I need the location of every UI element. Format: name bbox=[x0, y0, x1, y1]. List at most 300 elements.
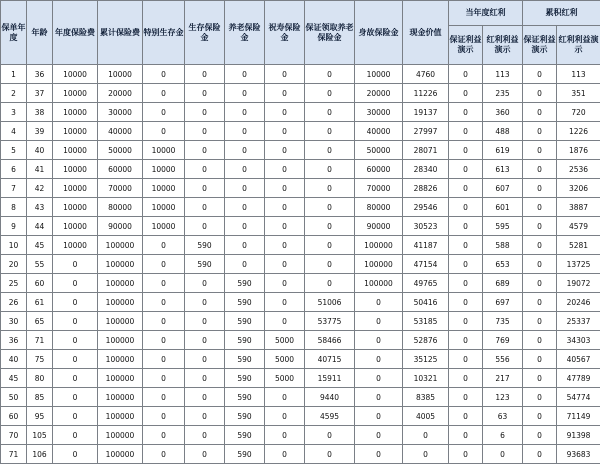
cell-cash-value: 47154 bbox=[403, 255, 449, 274]
cell-longevity: 0 bbox=[265, 141, 305, 160]
cell-special-survival: 0 bbox=[143, 274, 185, 293]
cell-cash-value: 30523 bbox=[403, 217, 449, 236]
cell-pension: 0 bbox=[225, 255, 265, 274]
col-cash-value: 现金价值 bbox=[403, 1, 449, 65]
col-pension: 养老保险金 bbox=[225, 1, 265, 65]
cell-cash-value: 52876 bbox=[403, 331, 449, 350]
cell-cumulative-bonus: 4579 bbox=[557, 217, 600, 236]
cell-longevity: 0 bbox=[265, 179, 305, 198]
col-policy-year: 保单年度 bbox=[1, 1, 27, 65]
cell-death-benefit: 0 bbox=[355, 426, 403, 445]
cell-annual-premium: 0 bbox=[53, 445, 98, 464]
cell-current-guaranteed: 0 bbox=[449, 236, 483, 255]
cell-current-bonus: 653 bbox=[483, 255, 523, 274]
cell-cumulative-premium: 100000 bbox=[98, 426, 143, 445]
cell-longevity: 0 bbox=[265, 122, 305, 141]
cell-survival: 0 bbox=[185, 407, 225, 426]
cell-current-guaranteed: 0 bbox=[449, 65, 483, 84]
cell-cumulative-guaranteed: 0 bbox=[523, 122, 557, 141]
cell-special-survival: 0 bbox=[143, 65, 185, 84]
cell-cash-value: 8385 bbox=[403, 388, 449, 407]
cell-longevity: 5000 bbox=[265, 350, 305, 369]
cell-current-guaranteed: 0 bbox=[449, 426, 483, 445]
cell-cumulative-premium: 90000 bbox=[98, 217, 143, 236]
cell-longevity: 0 bbox=[265, 407, 305, 426]
cell-annual-premium: 0 bbox=[53, 350, 98, 369]
cell-cumulative-premium: 50000 bbox=[98, 141, 143, 160]
cell-cash-value: 10321 bbox=[403, 369, 449, 388]
col-longevity: 祝寿保险金 bbox=[265, 1, 305, 65]
cell-guaranteed-pension: 0 bbox=[305, 65, 355, 84]
cell-current-guaranteed: 0 bbox=[449, 198, 483, 217]
cell-policy-year: 36 bbox=[1, 331, 27, 350]
table-row bbox=[1, 65, 600, 84]
cell-death-benefit: 0 bbox=[355, 331, 403, 350]
col-death-benefit: 身故保险金 bbox=[355, 1, 403, 65]
cell-guaranteed-pension: 0 bbox=[305, 122, 355, 141]
cell-pension: 0 bbox=[225, 84, 265, 103]
cell-cash-value: 4760 bbox=[403, 65, 449, 84]
cell-cumulative-premium: 100000 bbox=[98, 236, 143, 255]
cell-cash-value: 19137 bbox=[403, 103, 449, 122]
cell-special-survival: 0 bbox=[143, 103, 185, 122]
cell-current-guaranteed: 0 bbox=[449, 122, 483, 141]
cell-cumulative-guaranteed: 0 bbox=[523, 293, 557, 312]
cell-death-benefit: 0 bbox=[355, 293, 403, 312]
cell-annual-premium: 0 bbox=[53, 312, 98, 331]
cell-special-survival: 0 bbox=[143, 369, 185, 388]
cell-death-benefit: 0 bbox=[355, 445, 403, 464]
cell-longevity: 0 bbox=[265, 160, 305, 179]
cell-annual-premium: 0 bbox=[53, 407, 98, 426]
cell-special-survival: 10000 bbox=[143, 141, 185, 160]
cell-current-bonus: 697 bbox=[483, 293, 523, 312]
cell-pension: 590 bbox=[225, 388, 265, 407]
cell-cumulative-premium: 80000 bbox=[98, 198, 143, 217]
table-row bbox=[1, 331, 600, 350]
cell-current-guaranteed: 0 bbox=[449, 179, 483, 198]
cell-cumulative-guaranteed: 0 bbox=[523, 84, 557, 103]
cell-annual-premium: 10000 bbox=[53, 65, 98, 84]
cell-current-bonus: 113 bbox=[483, 65, 523, 84]
cell-guaranteed-pension: 0 bbox=[305, 198, 355, 217]
cell-annual-premium: 10000 bbox=[53, 84, 98, 103]
cell-cumulative-premium: 100000 bbox=[98, 407, 143, 426]
table-row bbox=[1, 445, 600, 464]
cell-annual-premium: 10000 bbox=[53, 198, 98, 217]
cell-annual-premium: 10000 bbox=[53, 103, 98, 122]
cell-special-survival: 0 bbox=[143, 84, 185, 103]
cell-current-guaranteed: 0 bbox=[449, 407, 483, 426]
cell-cumulative-premium: 100000 bbox=[98, 255, 143, 274]
cell-policy-year: 50 bbox=[1, 388, 27, 407]
cell-pension: 0 bbox=[225, 103, 265, 122]
cell-special-survival: 0 bbox=[143, 350, 185, 369]
cell-pension: 0 bbox=[225, 141, 265, 160]
cell-current-guaranteed: 0 bbox=[449, 84, 483, 103]
cell-annual-premium: 10000 bbox=[53, 217, 98, 236]
cell-survival: 0 bbox=[185, 445, 225, 464]
cell-survival: 0 bbox=[185, 217, 225, 236]
cell-pension: 590 bbox=[225, 426, 265, 445]
cell-current-guaranteed: 0 bbox=[449, 103, 483, 122]
cell-policy-year: 3 bbox=[1, 103, 27, 122]
cell-special-survival: 0 bbox=[143, 388, 185, 407]
table-row bbox=[1, 141, 600, 160]
cell-pension: 590 bbox=[225, 350, 265, 369]
cell-survival: 0 bbox=[185, 369, 225, 388]
cell-age: 43 bbox=[27, 198, 53, 217]
cell-cumulative-bonus: 113 bbox=[557, 65, 600, 84]
cell-current-guaranteed: 0 bbox=[449, 160, 483, 179]
cell-annual-premium: 10000 bbox=[53, 141, 98, 160]
cell-current-guaranteed: 0 bbox=[449, 217, 483, 236]
cell-age: 36 bbox=[27, 65, 53, 84]
table-row bbox=[1, 236, 600, 255]
cell-cumulative-guaranteed: 0 bbox=[523, 274, 557, 293]
cell-special-survival: 0 bbox=[143, 122, 185, 141]
cell-guaranteed-pension: 58466 bbox=[305, 331, 355, 350]
cell-current-bonus: 488 bbox=[483, 122, 523, 141]
cell-cash-value: 41187 bbox=[403, 236, 449, 255]
cell-cash-value: 53185 bbox=[403, 312, 449, 331]
cell-policy-year: 8 bbox=[1, 198, 27, 217]
cell-pension: 0 bbox=[225, 160, 265, 179]
cell-pension: 590 bbox=[225, 274, 265, 293]
cell-cumulative-bonus: 25337 bbox=[557, 312, 600, 331]
cell-age: 106 bbox=[27, 445, 53, 464]
cell-cumulative-bonus: 71149 bbox=[557, 407, 600, 426]
cell-current-guaranteed: 0 bbox=[449, 312, 483, 331]
cell-longevity: 0 bbox=[265, 312, 305, 331]
cell-cumulative-bonus: 13725 bbox=[557, 255, 600, 274]
cell-cumulative-premium: 100000 bbox=[98, 350, 143, 369]
cell-cash-value: 35125 bbox=[403, 350, 449, 369]
cell-policy-year: 71 bbox=[1, 445, 27, 464]
cell-death-benefit: 40000 bbox=[355, 122, 403, 141]
table-row bbox=[1, 84, 600, 103]
cell-survival: 0 bbox=[185, 426, 225, 445]
cell-age: 44 bbox=[27, 217, 53, 236]
cell-age: 85 bbox=[27, 388, 53, 407]
cell-cumulative-bonus: 91398 bbox=[557, 426, 600, 445]
cell-special-survival: 10000 bbox=[143, 179, 185, 198]
cell-guaranteed-pension: 0 bbox=[305, 84, 355, 103]
cell-current-bonus: 689 bbox=[483, 274, 523, 293]
cell-longevity: 0 bbox=[265, 388, 305, 407]
col-current-bonus: 红利利益演示 bbox=[483, 26, 523, 65]
cell-annual-premium: 0 bbox=[53, 369, 98, 388]
cell-death-benefit: 100000 bbox=[355, 255, 403, 274]
cell-annual-premium: 0 bbox=[53, 255, 98, 274]
cell-guaranteed-pension: 0 bbox=[305, 274, 355, 293]
cell-special-survival: 0 bbox=[143, 445, 185, 464]
cell-cumulative-premium: 20000 bbox=[98, 84, 143, 103]
cell-longevity: 0 bbox=[265, 293, 305, 312]
cell-age: 75 bbox=[27, 350, 53, 369]
cell-survival: 590 bbox=[185, 236, 225, 255]
cell-current-bonus: 588 bbox=[483, 236, 523, 255]
cell-survival: 0 bbox=[185, 65, 225, 84]
cell-cumulative-bonus: 93683 bbox=[557, 445, 600, 464]
cell-cash-value: 0 bbox=[403, 445, 449, 464]
cell-death-benefit: 10000 bbox=[355, 65, 403, 84]
cell-annual-premium: 10000 bbox=[53, 236, 98, 255]
cell-guaranteed-pension: 0 bbox=[305, 160, 355, 179]
cell-survival: 0 bbox=[185, 103, 225, 122]
cell-guaranteed-pension: 0 bbox=[305, 255, 355, 274]
cell-current-bonus: 619 bbox=[483, 141, 523, 160]
cell-policy-year: 30 bbox=[1, 312, 27, 331]
cell-cumulative-bonus: 5281 bbox=[557, 236, 600, 255]
cell-longevity: 5000 bbox=[265, 369, 305, 388]
cell-cumulative-premium: 100000 bbox=[98, 445, 143, 464]
table-row bbox=[1, 160, 600, 179]
cell-age: 105 bbox=[27, 426, 53, 445]
col-cumulative-bonus: 红利利益演示 bbox=[557, 26, 600, 65]
cell-cash-value: 49765 bbox=[403, 274, 449, 293]
cell-current-guaranteed: 0 bbox=[449, 350, 483, 369]
cell-cash-value: 0 bbox=[403, 426, 449, 445]
table-row bbox=[1, 217, 600, 236]
cell-policy-year: 6 bbox=[1, 160, 27, 179]
cell-cumulative-guaranteed: 0 bbox=[523, 217, 557, 236]
cell-guaranteed-pension: 4595 bbox=[305, 407, 355, 426]
cell-special-survival: 10000 bbox=[143, 217, 185, 236]
cell-guaranteed-pension: 51006 bbox=[305, 293, 355, 312]
cell-survival: 590 bbox=[185, 255, 225, 274]
cell-longevity: 0 bbox=[265, 217, 305, 236]
cell-annual-premium: 10000 bbox=[53, 122, 98, 141]
cell-cumulative-guaranteed: 0 bbox=[523, 198, 557, 217]
cell-annual-premium: 0 bbox=[53, 274, 98, 293]
cell-special-survival: 10000 bbox=[143, 160, 185, 179]
cell-current-guaranteed: 0 bbox=[449, 255, 483, 274]
cell-survival: 0 bbox=[185, 388, 225, 407]
cell-guaranteed-pension: 0 bbox=[305, 103, 355, 122]
cell-cumulative-premium: 100000 bbox=[98, 293, 143, 312]
cell-current-bonus: 556 bbox=[483, 350, 523, 369]
cell-survival: 0 bbox=[185, 84, 225, 103]
cell-policy-year: 5 bbox=[1, 141, 27, 160]
cell-current-bonus: 6 bbox=[483, 426, 523, 445]
cell-pension: 0 bbox=[225, 217, 265, 236]
cell-cumulative-premium: 100000 bbox=[98, 331, 143, 350]
cell-policy-year: 60 bbox=[1, 407, 27, 426]
cell-death-benefit: 0 bbox=[355, 388, 403, 407]
cell-guaranteed-pension: 0 bbox=[305, 179, 355, 198]
cell-cumulative-bonus: 1876 bbox=[557, 141, 600, 160]
cell-death-benefit: 0 bbox=[355, 369, 403, 388]
cell-policy-year: 1 bbox=[1, 65, 27, 84]
cell-cumulative-premium: 70000 bbox=[98, 179, 143, 198]
cell-longevity: 0 bbox=[265, 65, 305, 84]
cell-longevity: 0 bbox=[265, 103, 305, 122]
cell-special-survival: 10000 bbox=[143, 198, 185, 217]
table-row bbox=[1, 426, 600, 445]
cell-longevity: 0 bbox=[265, 274, 305, 293]
cell-cumulative-premium: 100000 bbox=[98, 312, 143, 331]
cell-current-bonus: 63 bbox=[483, 407, 523, 426]
table-row bbox=[1, 198, 600, 217]
cell-pension: 590 bbox=[225, 369, 265, 388]
cell-guaranteed-pension: 40715 bbox=[305, 350, 355, 369]
col-annual-premium: 年度保险费 bbox=[53, 1, 98, 65]
cell-policy-year: 9 bbox=[1, 217, 27, 236]
cell-cash-value: 29546 bbox=[403, 198, 449, 217]
cell-cumulative-guaranteed: 0 bbox=[523, 179, 557, 198]
cell-cumulative-guaranteed: 0 bbox=[523, 65, 557, 84]
cell-cumulative-guaranteed: 0 bbox=[523, 407, 557, 426]
cell-death-benefit: 20000 bbox=[355, 84, 403, 103]
cell-death-benefit: 60000 bbox=[355, 160, 403, 179]
cell-policy-year: 25 bbox=[1, 274, 27, 293]
cell-annual-premium: 0 bbox=[53, 388, 98, 407]
cell-guaranteed-pension: 9440 bbox=[305, 388, 355, 407]
cell-current-bonus: 360 bbox=[483, 103, 523, 122]
col-age: 年龄 bbox=[27, 1, 53, 65]
cell-death-benefit: 80000 bbox=[355, 198, 403, 217]
cell-pension: 0 bbox=[225, 122, 265, 141]
cell-longevity: 0 bbox=[265, 445, 305, 464]
cell-survival: 0 bbox=[185, 350, 225, 369]
cell-cumulative-bonus: 3887 bbox=[557, 198, 600, 217]
col-current-guaranteed: 保证利益演示 bbox=[449, 26, 483, 65]
cell-current-guaranteed: 0 bbox=[449, 141, 483, 160]
cell-survival: 0 bbox=[185, 293, 225, 312]
cell-pension: 590 bbox=[225, 407, 265, 426]
cell-death-benefit: 30000 bbox=[355, 103, 403, 122]
table-row bbox=[1, 103, 600, 122]
cell-cumulative-guaranteed: 0 bbox=[523, 388, 557, 407]
cell-special-survival: 0 bbox=[143, 312, 185, 331]
cell-survival: 0 bbox=[185, 141, 225, 160]
cell-pension: 0 bbox=[225, 198, 265, 217]
cell-longevity: 0 bbox=[265, 84, 305, 103]
cell-survival: 0 bbox=[185, 160, 225, 179]
cell-guaranteed-pension: 0 bbox=[305, 236, 355, 255]
cell-pension: 590 bbox=[225, 445, 265, 464]
cell-cumulative-guaranteed: 0 bbox=[523, 445, 557, 464]
table-row bbox=[1, 350, 600, 369]
cell-cumulative-premium: 100000 bbox=[98, 274, 143, 293]
cell-current-bonus: 0 bbox=[483, 445, 523, 464]
cell-cumulative-bonus: 40567 bbox=[557, 350, 600, 369]
cell-death-benefit: 0 bbox=[355, 312, 403, 331]
cell-cash-value: 27997 bbox=[403, 122, 449, 141]
cell-special-survival: 0 bbox=[143, 331, 185, 350]
cell-survival: 0 bbox=[185, 312, 225, 331]
table-row bbox=[1, 369, 600, 388]
cell-cumulative-premium: 60000 bbox=[98, 160, 143, 179]
cell-current-bonus: 601 bbox=[483, 198, 523, 217]
cell-current-guaranteed: 0 bbox=[449, 293, 483, 312]
cell-cumulative-guaranteed: 0 bbox=[523, 103, 557, 122]
cell-guaranteed-pension: 0 bbox=[305, 445, 355, 464]
col-survival: 生存保险金 bbox=[185, 1, 225, 65]
cell-policy-year: 7 bbox=[1, 179, 27, 198]
cell-guaranteed-pension: 53775 bbox=[305, 312, 355, 331]
cell-annual-premium: 0 bbox=[53, 331, 98, 350]
cell-policy-year: 45 bbox=[1, 369, 27, 388]
cell-current-bonus: 607 bbox=[483, 179, 523, 198]
cell-cumulative-bonus: 1226 bbox=[557, 122, 600, 141]
cell-age: 41 bbox=[27, 160, 53, 179]
cell-policy-year: 70 bbox=[1, 426, 27, 445]
cell-age: 95 bbox=[27, 407, 53, 426]
cell-survival: 0 bbox=[185, 122, 225, 141]
cell-special-survival: 0 bbox=[143, 255, 185, 274]
cell-cumulative-premium: 40000 bbox=[98, 122, 143, 141]
group-current-year-bonus: 当年度红利 bbox=[449, 1, 523, 26]
cell-current-bonus: 595 bbox=[483, 217, 523, 236]
table-row bbox=[1, 274, 600, 293]
cell-guaranteed-pension: 0 bbox=[305, 426, 355, 445]
cell-age: 71 bbox=[27, 331, 53, 350]
cell-current-bonus: 217 bbox=[483, 369, 523, 388]
cell-cumulative-bonus: 34303 bbox=[557, 331, 600, 350]
cell-current-bonus: 235 bbox=[483, 84, 523, 103]
cell-cash-value: 28071 bbox=[403, 141, 449, 160]
cell-guaranteed-pension: 0 bbox=[305, 141, 355, 160]
table-row bbox=[1, 122, 600, 141]
cell-cash-value: 4005 bbox=[403, 407, 449, 426]
cell-survival: 0 bbox=[185, 331, 225, 350]
cell-guaranteed-pension: 15911 bbox=[305, 369, 355, 388]
cell-cumulative-bonus: 2536 bbox=[557, 160, 600, 179]
cell-cumulative-premium: 30000 bbox=[98, 103, 143, 122]
cell-age: 39 bbox=[27, 122, 53, 141]
cell-cumulative-bonus: 19072 bbox=[557, 274, 600, 293]
cell-special-survival: 0 bbox=[143, 426, 185, 445]
cell-policy-year: 20 bbox=[1, 255, 27, 274]
cell-policy-year: 26 bbox=[1, 293, 27, 312]
cell-cumulative-guaranteed: 0 bbox=[523, 331, 557, 350]
table-row bbox=[1, 255, 600, 274]
cell-death-benefit: 100000 bbox=[355, 236, 403, 255]
cell-cumulative-bonus: 351 bbox=[557, 84, 600, 103]
cell-cumulative-bonus: 54774 bbox=[557, 388, 600, 407]
table-row bbox=[1, 293, 600, 312]
cell-pension: 590 bbox=[225, 293, 265, 312]
cell-age: 80 bbox=[27, 369, 53, 388]
cell-annual-premium: 0 bbox=[53, 426, 98, 445]
cell-pension: 0 bbox=[225, 179, 265, 198]
cell-pension: 590 bbox=[225, 312, 265, 331]
cell-cumulative-premium: 100000 bbox=[98, 369, 143, 388]
cell-death-benefit: 90000 bbox=[355, 217, 403, 236]
cell-death-benefit: 100000 bbox=[355, 274, 403, 293]
cell-current-bonus: 735 bbox=[483, 312, 523, 331]
cell-cumulative-bonus: 3206 bbox=[557, 179, 600, 198]
cell-special-survival: 0 bbox=[143, 407, 185, 426]
col-cumulative-guaranteed: 保证利益演示 bbox=[523, 26, 557, 65]
cell-cumulative-guaranteed: 0 bbox=[523, 312, 557, 331]
cell-death-benefit: 70000 bbox=[355, 179, 403, 198]
cell-annual-premium: 10000 bbox=[53, 160, 98, 179]
cell-age: 45 bbox=[27, 236, 53, 255]
cell-cumulative-bonus: 20246 bbox=[557, 293, 600, 312]
cell-age: 65 bbox=[27, 312, 53, 331]
cell-special-survival: 0 bbox=[143, 293, 185, 312]
cell-policy-year: 40 bbox=[1, 350, 27, 369]
cell-cumulative-premium: 100000 bbox=[98, 388, 143, 407]
cell-current-bonus: 613 bbox=[483, 160, 523, 179]
cell-survival: 0 bbox=[185, 179, 225, 198]
col-cumulative-premium: 累计保险费 bbox=[98, 1, 143, 65]
table-row bbox=[1, 407, 600, 426]
table-row bbox=[1, 312, 600, 331]
